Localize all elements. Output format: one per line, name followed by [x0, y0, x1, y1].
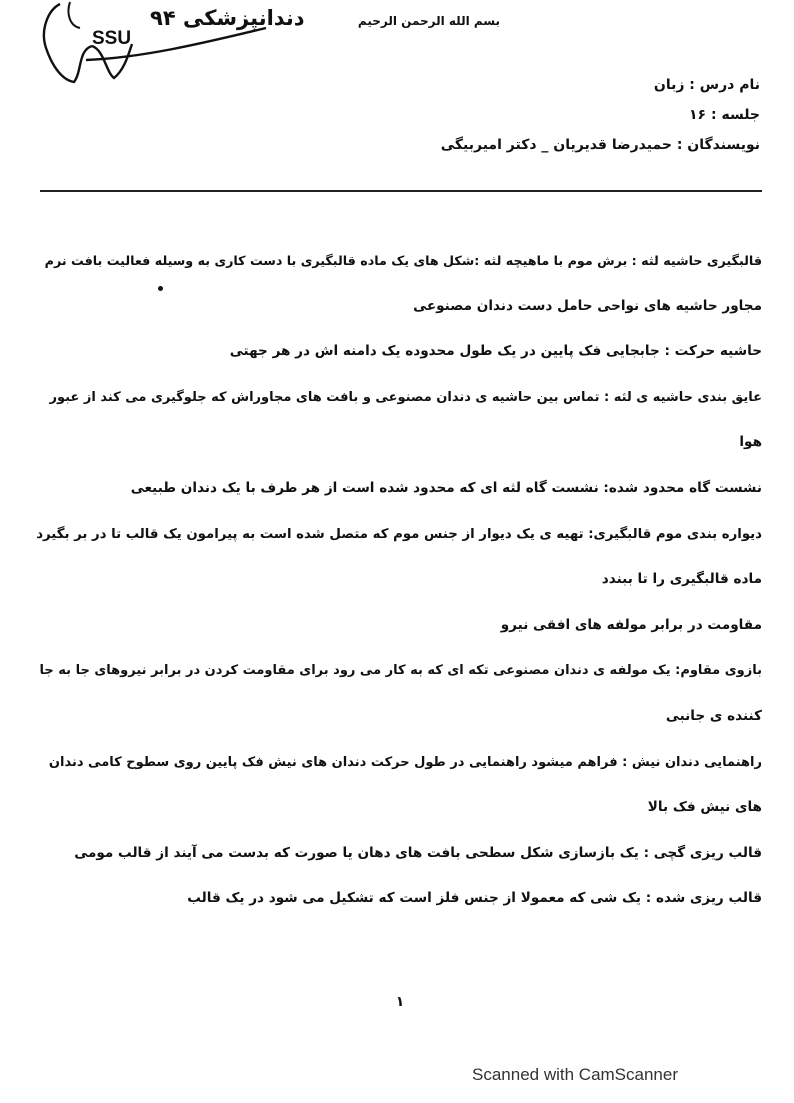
text-line: قالب ریزی گچی : یک بازسازی شکل سطحی بافت های دهان یا صورت که بدست می آیند از قالب مومی [74, 844, 762, 861]
text-line: کننده ی جانبی [665, 707, 762, 724]
text-line: عایق بندی حاشیه ی لثه : تماس بین حاشیه ی دندان مصنوعی و بافت های مجاوراش که جلوگیری می کند از عبور [49, 389, 762, 405]
bismillah-heading: بسم الله الرحمن الرحیم [357, 14, 500, 28]
text-line: مقاومت در برابر مولفه های افقی نیرو [500, 616, 762, 633]
text-line: بازوی مقاوم: یک مولفه ی دندان مصنوعی تکه ای که به کار می رود برای مقاومت کردن در برابر نیروهای جا به جا [39, 663, 762, 679]
logo-title: دندانپزشکی ۹۴ [150, 6, 305, 30]
text-line: دیواره بندی موم قالبگیری: تهیه ی یک دیوار از جنس موم که متصل شده است به پیرامون یک قالب تا در بر بگیرد [36, 526, 762, 542]
text-line: قالب ریزی شده : یک شی که معمولا از جنس فلز است که تشکیل می شود در یک قالب [187, 890, 762, 907]
text-line: مجاور حاشیه های نواحی حامل دست دندان مصنوعی [413, 297, 762, 314]
session-number: جلسه : ۱۶ [689, 107, 760, 123]
text-line: حاشیه حرکت : جابجایی فک پایین در یک طول محدوده یک دامنه اش در هر جهتی [229, 343, 762, 360]
faculty-logo [30, 0, 305, 90]
page-number: ۱ [395, 994, 405, 1010]
text-line: نشست گاه محدود شده: نشست گاه لثه ای که محدود شده است از هر طرف با یک دندان طبیعی [130, 479, 762, 496]
course-name: نام درس : زبان [653, 77, 760, 93]
authors: نویسندگان : حمیدرضا قدیریان _ دکتر امیربیگی [440, 137, 760, 153]
document-body [36, 238, 762, 922]
text-line: راهنمایی دندان نیش : فراهم میشود راهنمایی در طول حرکت دندان های نیش فک پایین روی سطوح کامی دندان [48, 754, 762, 770]
document-meta [340, 70, 760, 160]
text-line: های نیش فک بالا [647, 799, 762, 816]
header-divider [40, 190, 762, 192]
text-line: قالبگیری حاشیه لثه : برش موم با ماهیچه لثه :شکل های یک ماده قالبگیری با دست کاری به وسیله فعالیت بافت نرم [44, 253, 762, 268]
scanner-watermark: Scanned with CamScanner [472, 1065, 679, 1084]
text-line: هوا [739, 434, 762, 451]
text-line: ماده قالبگیری را تا ببندد [601, 571, 762, 588]
logo-abbreviation: SSU [92, 28, 132, 49]
